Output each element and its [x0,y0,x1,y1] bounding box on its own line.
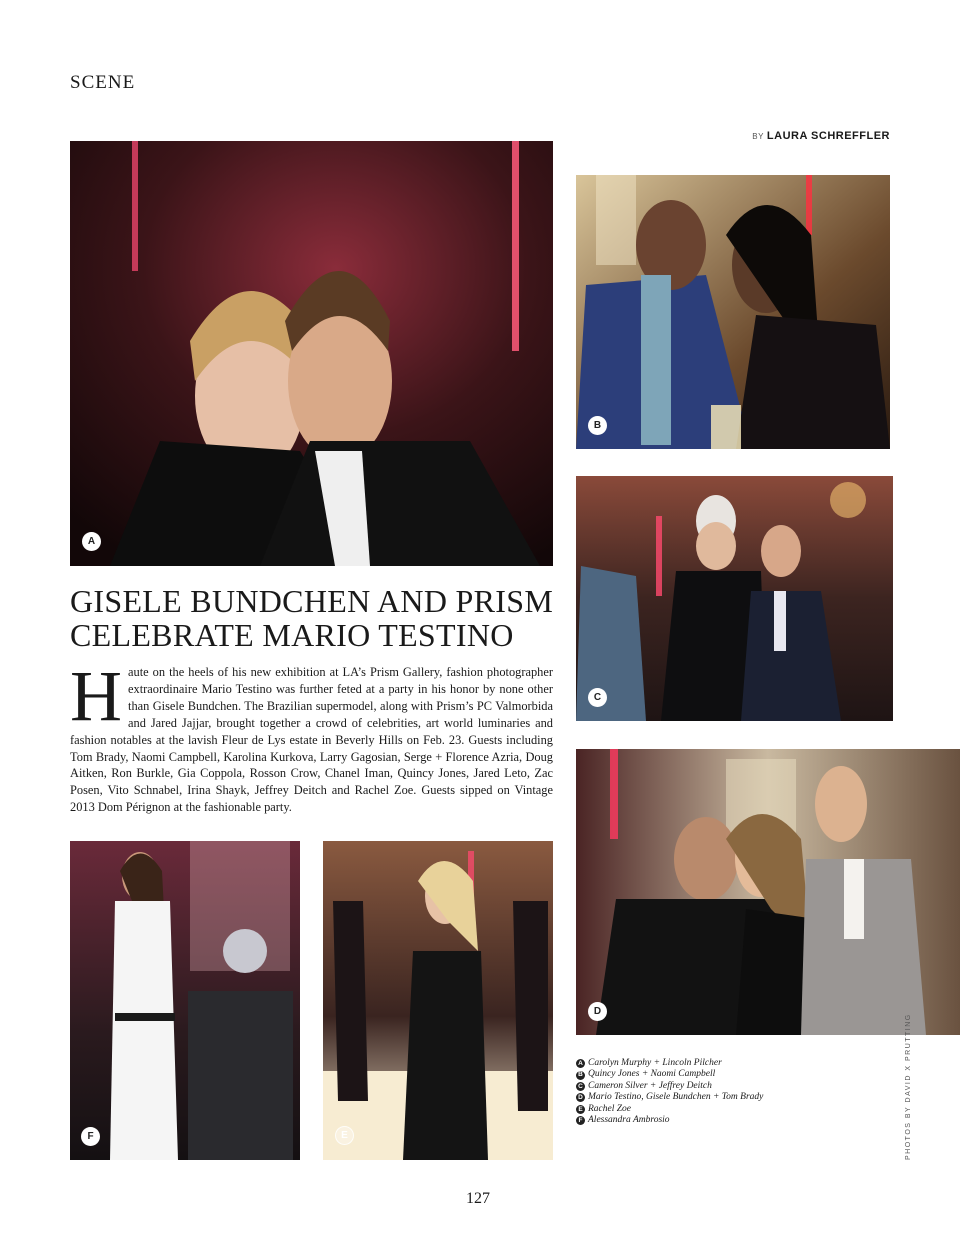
caption-text: Quincy Jones + Naomi Campbell [588,1069,716,1080]
caption-item [576,1115,896,1126]
photo-a-image [70,141,553,566]
caption-text: Carolyn Murphy + Lincoln Pilcher [588,1058,722,1068]
caption-item [576,1058,896,1069]
caption-text: Alessandra Ambrosio [588,1115,670,1126]
photo-c [576,476,893,721]
caption-letter-e: E [576,1105,585,1114]
photo-b [576,175,890,449]
headline-line-1: GISELE BUNDCHEN AND PRISM [70,583,554,619]
photo-d [576,749,960,1035]
caption-text: Mario Testino, Gisele Bundchen + Tom Brady [588,1092,764,1103]
caption-item [576,1069,896,1080]
headline-line-2: CELEBRATE MARIO TESTINO [70,617,514,653]
photo-credit: PHOTOS BY DAVID X PRUTTING [905,1013,912,1160]
byline [752,130,890,142]
headline [70,584,560,652]
photo-badge-e: E [335,1126,354,1145]
page-number: 127 [466,1190,490,1207]
caption-item [576,1104,896,1115]
photo-f-image [70,841,300,1160]
byline-author: LAURA SCHREFFLER [766,130,890,142]
section-label: SCENE [70,72,136,93]
caption-text: Rachel Zoe [588,1103,632,1114]
caption-item [576,1092,896,1103]
photo-badge-f: F [81,1127,100,1146]
caption-letter-c: C [576,1082,585,1091]
photo-badge-d: D [588,1002,607,1021]
photo-d-image [576,749,960,1035]
photo-e-image [323,841,553,1160]
photo-badge-b: B [588,416,607,435]
photo-e [323,841,553,1160]
photo-f [70,841,300,1160]
photo-badge-c: C [588,688,607,707]
photo-captions [576,1058,896,1126]
caption-letter-f: F [576,1116,585,1125]
caption-letter-a: A [576,1059,585,1068]
caption-text: Cameron Silver + Jeffrey Deitch [588,1080,712,1091]
photo-b-image [576,175,890,449]
caption-letter-b: B [576,1071,585,1080]
dropcap: H [70,656,122,736]
article-body [70,656,553,816]
photo-badge-a: A [82,532,101,551]
byline-prefix: BY [752,132,764,141]
article-body-text: aute on the heels of his new exhibition at LA’s Prism Gallery, fashion photographer extraordinaire Mario Testino was further feted at a party in his honor by none other than Gisele Bundchen. The Brazilian supermodel, along with Prism’s PC Valmorbida and Jared Jajjar, brought together a crowd of celebrities, art world luminaries and fashion notables at the lavish Fleur de Lys estate in Beverly Hills on Feb. 23. Guests including Tom Brady, Naomi Campbell, Karolina Kurkova, Larry Gagosian, Serge + Florence Azria, Doug Aitken, Ron Burkle, Gia Coppola, Rosson Crow, Chanel Iman, Quincy Jones, Jared Leto, Zac Posen, Vito Schnabel, Irina Shayk, Jeffrey Deitch and Rachel Zoe. Guests sipped on Vintage 2013 Dom Pérignon at the fashionable party. [70,665,553,815]
caption-item [576,1081,896,1092]
photo-a [70,141,553,566]
caption-letter-d: D [576,1093,585,1102]
photo-c-image [576,476,893,721]
